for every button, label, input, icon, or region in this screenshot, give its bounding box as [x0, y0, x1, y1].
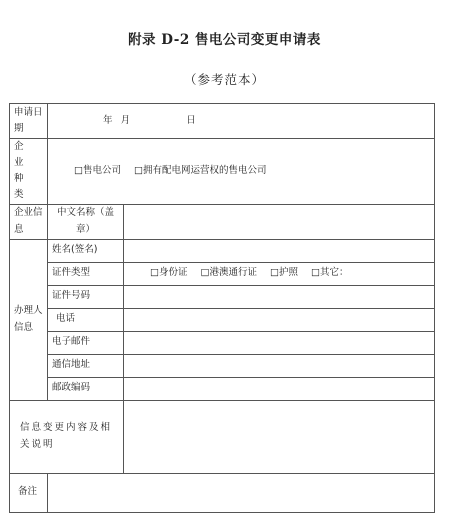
- id-type-options: [124, 262, 435, 285]
- option-passport[interactable]: □护照: [270, 267, 299, 279]
- postcode-row: [10, 377, 435, 400]
- email-row: [10, 331, 435, 354]
- chinese-name-field[interactable]: [124, 204, 435, 239]
- change-info-label: 信息变更内容及相关说明: [10, 400, 124, 473]
- email-field[interactable]: [124, 331, 435, 354]
- application-date-label: 申请日期: [10, 104, 48, 139]
- address-row: [10, 354, 435, 377]
- company-type-label: 企 业 种 类: [10, 139, 48, 205]
- postcode-label: 邮政编码: [48, 377, 124, 400]
- application-date-row: [10, 104, 435, 139]
- id-type-row: [10, 262, 435, 285]
- postcode-field[interactable]: [124, 377, 435, 400]
- handler-info-label: 办理人信息: [10, 239, 48, 400]
- option-retail-company[interactable]: □售电公司: [74, 165, 121, 177]
- address-label: 通信地址: [48, 354, 124, 377]
- change-info-field[interactable]: [124, 400, 435, 473]
- application-date-field[interactable]: [48, 104, 435, 139]
- id-number-label: 证件号码: [48, 285, 124, 308]
- option-retail-company-with-grid[interactable]: □拥有配电网运营权的售电公司: [134, 165, 267, 177]
- phone-row: [10, 308, 435, 331]
- company-type-row: [10, 139, 435, 205]
- handler-name-field[interactable]: [124, 239, 435, 262]
- date-year-label: 年: [103, 114, 113, 126]
- option-hk-macau-pass[interactable]: □港澳通行证: [200, 267, 257, 279]
- form-title: 附录 D-2 售电公司变更申请表: [128, 32, 321, 48]
- company-info-label: 企业信息: [10, 204, 48, 239]
- id-number-row: [10, 285, 435, 308]
- remarks-row: [10, 473, 435, 512]
- date-month-label: 月: [120, 114, 131, 126]
- remarks-label: 备注: [10, 473, 48, 512]
- change-application-form: [9, 103, 435, 513]
- id-type-label: 证件类型: [48, 262, 124, 285]
- handler-name-row: [10, 239, 435, 262]
- handler-name-label: 姓名(签名): [48, 239, 124, 262]
- email-label: 电子邮件: [48, 331, 124, 354]
- form-subtitle: （参考范本）: [183, 72, 265, 87]
- chinese-name-label: 中文名称（盖章）: [48, 204, 124, 239]
- phone-field[interactable]: [124, 308, 435, 331]
- remarks-field[interactable]: [48, 473, 435, 512]
- option-other[interactable]: □其它：: [311, 267, 349, 279]
- id-number-field[interactable]: [124, 285, 435, 308]
- address-field[interactable]: [124, 354, 435, 377]
- company-info-row: [10, 204, 435, 239]
- date-day-label: 日: [186, 114, 196, 126]
- option-id-card[interactable]: □身份证: [150, 267, 188, 279]
- change-info-row: [10, 400, 435, 473]
- phone-label: 电话: [48, 308, 124, 331]
- company-type-options: [48, 139, 435, 205]
